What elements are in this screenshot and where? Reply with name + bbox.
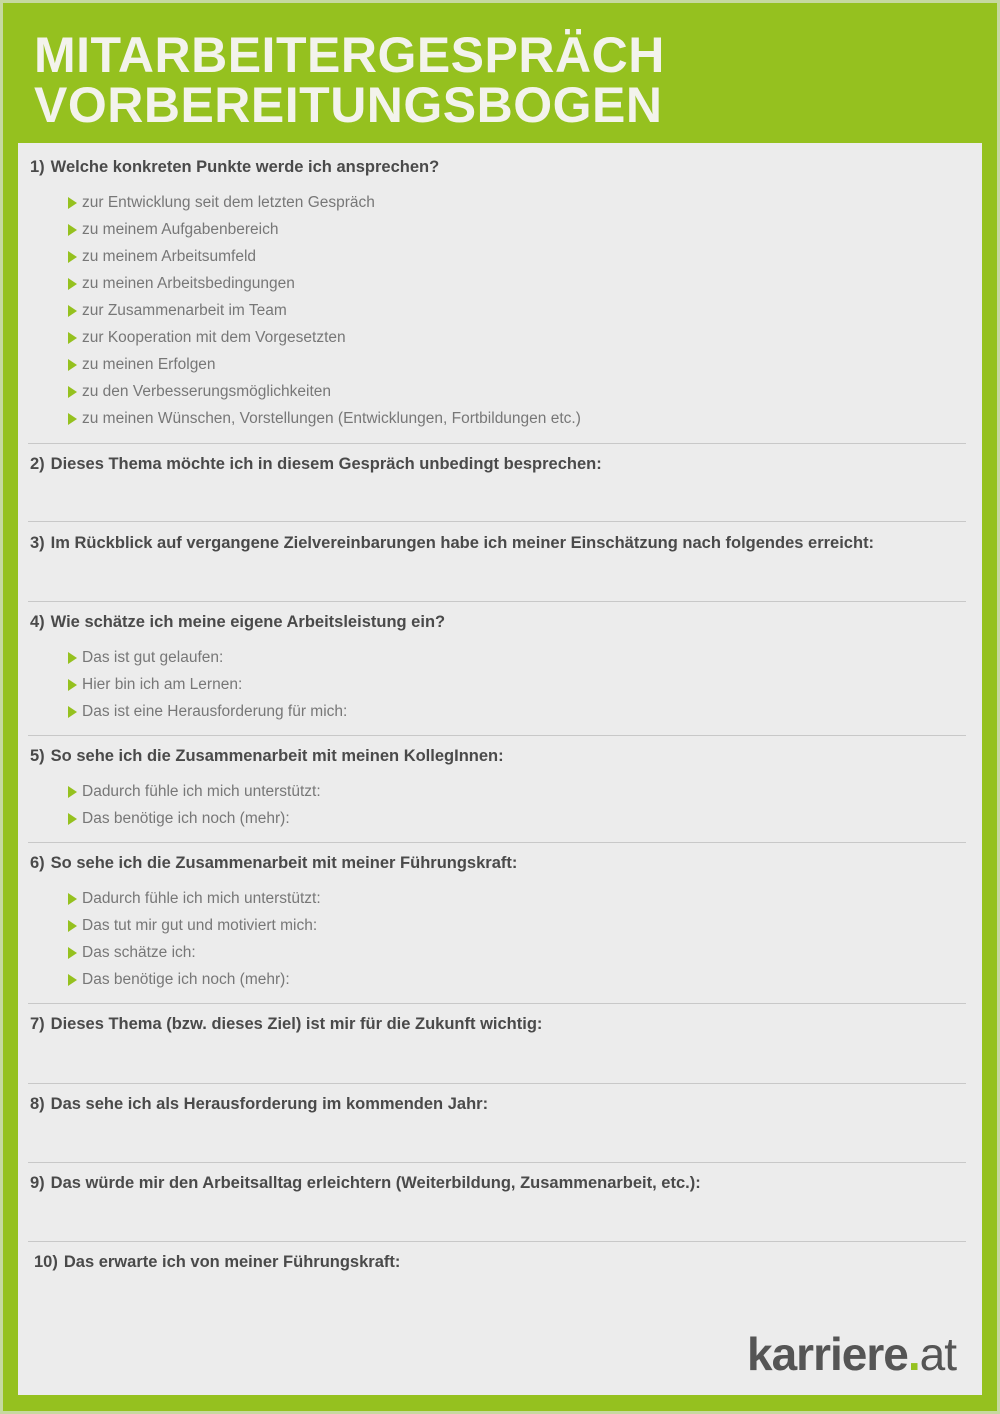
section-heading-text: Dieses Thema möchte ich in diesem Gespräch unbedingt besprechen: (50, 455, 602, 473)
section-heading (30, 1095, 960, 1114)
triangle-bullet-icon (68, 786, 77, 798)
triangle-bullet-icon (68, 813, 77, 825)
list-item-text: zu den Verbesserungsmöglichkeiten (82, 382, 332, 400)
triangle-bullet-icon (68, 893, 77, 905)
section-heading (30, 534, 960, 553)
bullet-list (68, 885, 948, 993)
list-item-text: zu meinen Wünschen, Vorstellungen (Entwicklungen, Fortbildungen etc.) (82, 409, 581, 427)
section-number: 7) (30, 1015, 45, 1033)
divider (28, 521, 966, 522)
list-item (68, 885, 948, 912)
section-heading-text: Das würde mir den Arbeitsalltag erleichtern (Weiterbildung, Zusammenarbeit, etc.): (50, 1174, 701, 1192)
triangle-bullet-icon (68, 706, 77, 718)
list-item-text: Das schätze ich: (82, 943, 196, 961)
list-item-text: zu meinem Aufgabenbereich (82, 220, 279, 238)
list-item-text: zu meinem Arbeitsumfeld (82, 247, 257, 265)
list-item (68, 778, 948, 805)
bullet-list (68, 778, 948, 832)
section-heading-text: Welche konkreten Punkte werde ich ansprechen? (50, 158, 440, 176)
bullet-list (68, 189, 948, 432)
list-item-text: Das benötige ich noch (mehr): (82, 809, 290, 827)
list-item (68, 243, 948, 270)
section-number: 5) (30, 747, 45, 765)
section-heading (30, 455, 960, 474)
list-item-text: zur Kooperation mit dem Vorgesetzten (82, 328, 346, 346)
list-item (68, 805, 948, 832)
logo-tld: at (919, 1328, 956, 1380)
section-heading-text: Das sehe ich als Herausforderung im kommenden Jahr: (50, 1095, 489, 1113)
karriere-logo (747, 1327, 956, 1381)
list-item (68, 351, 948, 378)
section-heading-text: Dieses Thema (bzw. dieses Ziel) ist mir für die Zukunft wichtig: (50, 1015, 543, 1033)
section-heading (34, 1253, 964, 1272)
section-number: 8) (30, 1095, 45, 1113)
divider (28, 1083, 966, 1084)
divider (28, 1162, 966, 1163)
triangle-bullet-icon (68, 278, 77, 290)
divider (28, 842, 966, 843)
list-item-text: Dadurch fühle ich mich unterstützt: (82, 782, 321, 800)
list-item-text: zu meinen Erfolgen (82, 355, 216, 373)
section-heading-text: Das erwarte ich von meiner Führungskraft: (63, 1253, 401, 1271)
list-item (68, 698, 948, 725)
list-item (68, 216, 948, 243)
list-item (68, 378, 948, 405)
triangle-bullet-icon (68, 251, 77, 263)
list-item (68, 297, 948, 324)
list-item-text: Das ist eine Herausforderung für mich: (82, 702, 348, 720)
page-title (34, 27, 665, 133)
section-number: 9) (30, 1174, 45, 1192)
section-number: 10) (34, 1253, 58, 1271)
triangle-bullet-icon (68, 947, 77, 959)
section-heading (30, 1174, 960, 1193)
divider (28, 735, 966, 736)
triangle-bullet-icon (68, 679, 77, 691)
title-line-1: MITARBEITERGESPRÄCH (34, 27, 665, 83)
divider (28, 1241, 966, 1242)
section-heading-text: So sehe ich die Zusammenarbeit mit meinen KollegInnen: (50, 747, 504, 765)
section-number: 4) (30, 613, 45, 631)
triangle-bullet-icon (68, 974, 77, 986)
list-item (68, 966, 948, 993)
triangle-bullet-icon (68, 224, 77, 236)
list-item-text: Dadurch fühle ich mich unterstützt: (82, 889, 321, 907)
triangle-bullet-icon (68, 386, 77, 398)
list-item-text: Das benötige ich noch (mehr): (82, 970, 290, 988)
title-line-2: VORBEREITUNGSBOGEN (34, 77, 663, 133)
section-heading-text: Im Rückblick auf vergangene Zielvereinbarungen habe ich meiner Einschätzung nach folgendes erreicht: (50, 534, 875, 552)
triangle-bullet-icon (68, 920, 77, 932)
list-item-text: zu meinen Arbeitsbedingungen (82, 274, 295, 292)
divider (28, 443, 966, 444)
logo-dot: . (907, 1328, 920, 1380)
triangle-bullet-icon (68, 332, 77, 344)
bullet-list (68, 644, 948, 725)
list-item (68, 324, 948, 351)
list-item (68, 270, 948, 297)
section-heading-text: So sehe ich die Zusammenarbeit mit meiner Führungskraft: (50, 854, 518, 872)
list-item (68, 912, 948, 939)
divider (28, 1003, 966, 1004)
list-item-text: Das ist gut gelaufen: (82, 648, 224, 666)
list-item-text: Hier bin ich am Lernen: (82, 675, 243, 693)
triangle-bullet-icon (68, 197, 77, 209)
list-item (68, 671, 948, 698)
section-heading (30, 158, 960, 177)
triangle-bullet-icon (68, 413, 77, 425)
triangle-bullet-icon (68, 305, 77, 317)
section-number: 6) (30, 854, 45, 872)
divider (28, 601, 966, 602)
list-item (68, 405, 948, 432)
form-panel (18, 143, 982, 1395)
section-heading (30, 1015, 960, 1034)
list-item (68, 189, 948, 216)
logo-text: karriere (747, 1328, 908, 1380)
list-item (68, 644, 948, 671)
section-heading (30, 854, 960, 873)
section-heading-text: Wie schätze ich meine eigene Arbeitsleistung ein? (50, 613, 446, 631)
section-number: 1) (30, 158, 45, 176)
section-number: 3) (30, 534, 45, 552)
section-heading (30, 747, 960, 766)
triangle-bullet-icon (68, 652, 77, 664)
list-item-text: zur Zusammenarbeit im Team (82, 301, 287, 319)
list-item-text: zur Entwicklung seit dem letzten Gespräch (82, 193, 375, 211)
section-number: 2) (30, 455, 45, 473)
section-heading (30, 613, 960, 632)
triangle-bullet-icon (68, 359, 77, 371)
list-item-text: Das tut mir gut und motiviert mich: (82, 916, 318, 934)
list-item (68, 939, 948, 966)
